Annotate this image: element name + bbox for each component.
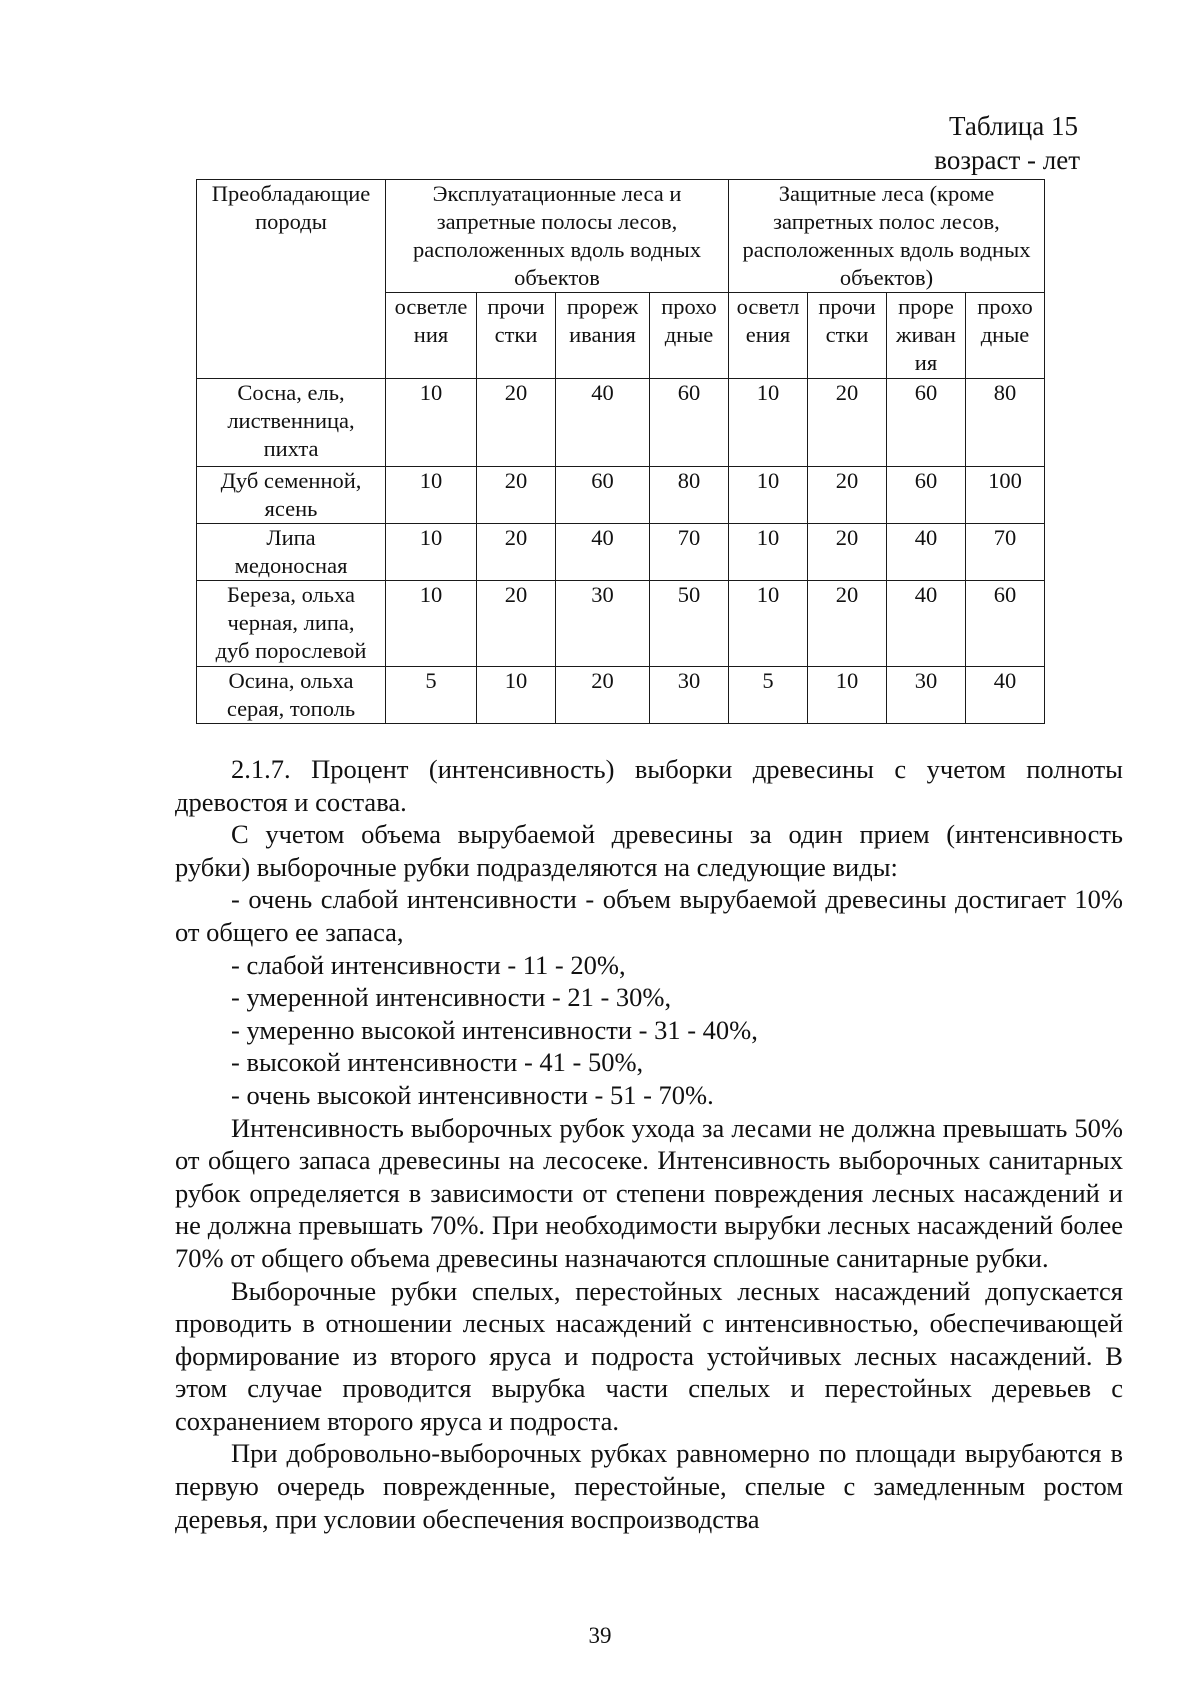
- subheader-cell: осветл ения: [729, 293, 808, 379]
- species-cell: Сосна, ель, лиственница, пихта: [197, 379, 386, 467]
- group-header-exploitation: Эксплуатационные леса и запретные полосы лесов, расположенных вдоль водных объектов: [386, 180, 729, 293]
- value-cell: 10: [386, 524, 477, 581]
- paragraph: Интенсивность выборочных рубок ухода за лесами не должна превышать 50% от общего запаса древесины на лесосеке. Интенсивность выборочных санитарных рубок определяется в зависимости от степени повреждения лесных насаждений и не должна превышать 70%. При необходимости вырубки лесных насаждений более 70% от общего объема древесины назначаются сплошные санитарные рубки.: [175, 1112, 1123, 1273]
- value-cell: 60: [650, 379, 729, 467]
- value-cell: 100: [966, 467, 1045, 524]
- species-cell: Береза, ольха черная, липа, дуб порослевой: [197, 581, 386, 667]
- value-cell: 40: [556, 379, 650, 467]
- value-cell: 30: [887, 667, 966, 724]
- subheader-cell: прохо дные: [966, 293, 1045, 379]
- value-cell: 70: [966, 524, 1045, 581]
- dash-item: - очень слабой интенсивности - объем вырубаемой древесины достигает 10% от общего ее запаса,: [175, 884, 1123, 947]
- table-row: [197, 524, 1045, 581]
- paragraph-section-heading: 2.1.7. Процент (интенсивность) выборки древесины с учетом полноты древостоя и состава.: [175, 754, 1123, 817]
- page-number: 39: [588, 1623, 612, 1648]
- value-cell: 20: [477, 581, 556, 667]
- value-cell: 5: [386, 667, 477, 724]
- subheader-cell: прохо дные: [650, 293, 729, 379]
- value-cell: 70: [650, 524, 729, 581]
- value-cell: 10: [386, 467, 477, 524]
- value-cell: 40: [556, 524, 650, 581]
- dash-item: - высокой интенсивности - 41 - 50%,: [231, 1047, 644, 1078]
- value-cell: 50: [650, 581, 729, 667]
- value-cell: 5: [729, 667, 808, 724]
- subheader-cell: проре живан ия: [887, 293, 966, 379]
- row-header-line: Преобладающие: [211, 181, 371, 206]
- value-cell: 20: [477, 379, 556, 467]
- value-cell: 40: [966, 667, 1045, 724]
- value-cell: 60: [887, 467, 966, 524]
- paragraph: При добровольно-выборочных рубках равномерно по площади вырубаются в первую очередь поврежденные, перестойные, спелые с замедленным ростом деревья, при условии обеспечения воспроизводства: [175, 1438, 1123, 1534]
- value-cell: 60: [966, 581, 1045, 667]
- body-text: [175, 753, 1123, 1535]
- value-cell: 10: [729, 379, 808, 467]
- row-header-cell: [197, 180, 386, 379]
- row-header-line: породы: [255, 209, 327, 234]
- value-cell: 20: [808, 379, 887, 467]
- table-row: [197, 581, 1045, 667]
- table-row: [197, 667, 1045, 724]
- subheader-cell: осветле ния: [386, 293, 477, 379]
- table-title: Таблица 15: [949, 111, 1078, 141]
- value-cell: 80: [650, 467, 729, 524]
- value-cell: 10: [386, 379, 477, 467]
- value-cell: 10: [729, 467, 808, 524]
- value-cell: 80: [966, 379, 1045, 467]
- paragraph: С учетом объема вырубаемой древесины за один прием (интенсивность рубки) выборочные рубки подразделяются на следующие виды:: [175, 819, 1123, 882]
- dash-item: - умеренной интенсивности - 21 - 30%,: [231, 982, 672, 1013]
- value-cell: 30: [556, 581, 650, 667]
- value-cell: 20: [477, 467, 556, 524]
- value-cell: 40: [887, 524, 966, 581]
- value-cell: 40: [887, 581, 966, 667]
- species-cell: Липа медоносная: [197, 524, 386, 581]
- value-cell: 20: [808, 581, 887, 667]
- rotation-age-table: [196, 179, 1045, 724]
- value-cell: 20: [808, 467, 887, 524]
- value-cell: 30: [650, 667, 729, 724]
- species-cell: Дуб семенной, ясень: [197, 467, 386, 524]
- dash-item: - слабой интенсивности - 11 - 20%,: [231, 949, 626, 980]
- table-row: [197, 467, 1045, 524]
- dash-item: - умеренно высокой интенсивности - 31 - 40%,: [231, 1014, 758, 1045]
- value-cell: 10: [729, 524, 808, 581]
- species-cell: Осина, ольха серая, тополь: [197, 667, 386, 724]
- value-cell: 60: [887, 379, 966, 467]
- value-cell: 20: [477, 524, 556, 581]
- value-cell: 20: [556, 667, 650, 724]
- value-cell: 60: [556, 467, 650, 524]
- value-cell: 10: [477, 667, 556, 724]
- value-cell: 10: [729, 581, 808, 667]
- group-header-protective: Защитные леса (кроме запретных полос лесов, расположенных вдоль водных объектов): [729, 180, 1045, 293]
- table-unit: возраст - лет: [934, 145, 1080, 175]
- paragraph: Выборочные рубки спелых, перестойных лесных насаждений допускается проводить в отношении лесных насаждений с интенсивностью, обеспечивающей формирование из второго яруса и подроста устойчивых лесных насаждений. В этом случае проводится вырубка части спелых и перестойных деревьев с сохранением второго яруса и подроста.: [175, 1275, 1123, 1436]
- subheader-cell: прореж ивания: [556, 293, 650, 379]
- value-cell: 20: [808, 524, 887, 581]
- value-cell: 10: [808, 667, 887, 724]
- subheader-cell: прочи стки: [808, 293, 887, 379]
- value-cell: 10: [386, 581, 477, 667]
- dash-item: - очень высокой интенсивности - 51 - 70%.: [231, 1079, 714, 1110]
- subheader-cell: прочи стки: [477, 293, 556, 379]
- table-row: [197, 379, 1045, 467]
